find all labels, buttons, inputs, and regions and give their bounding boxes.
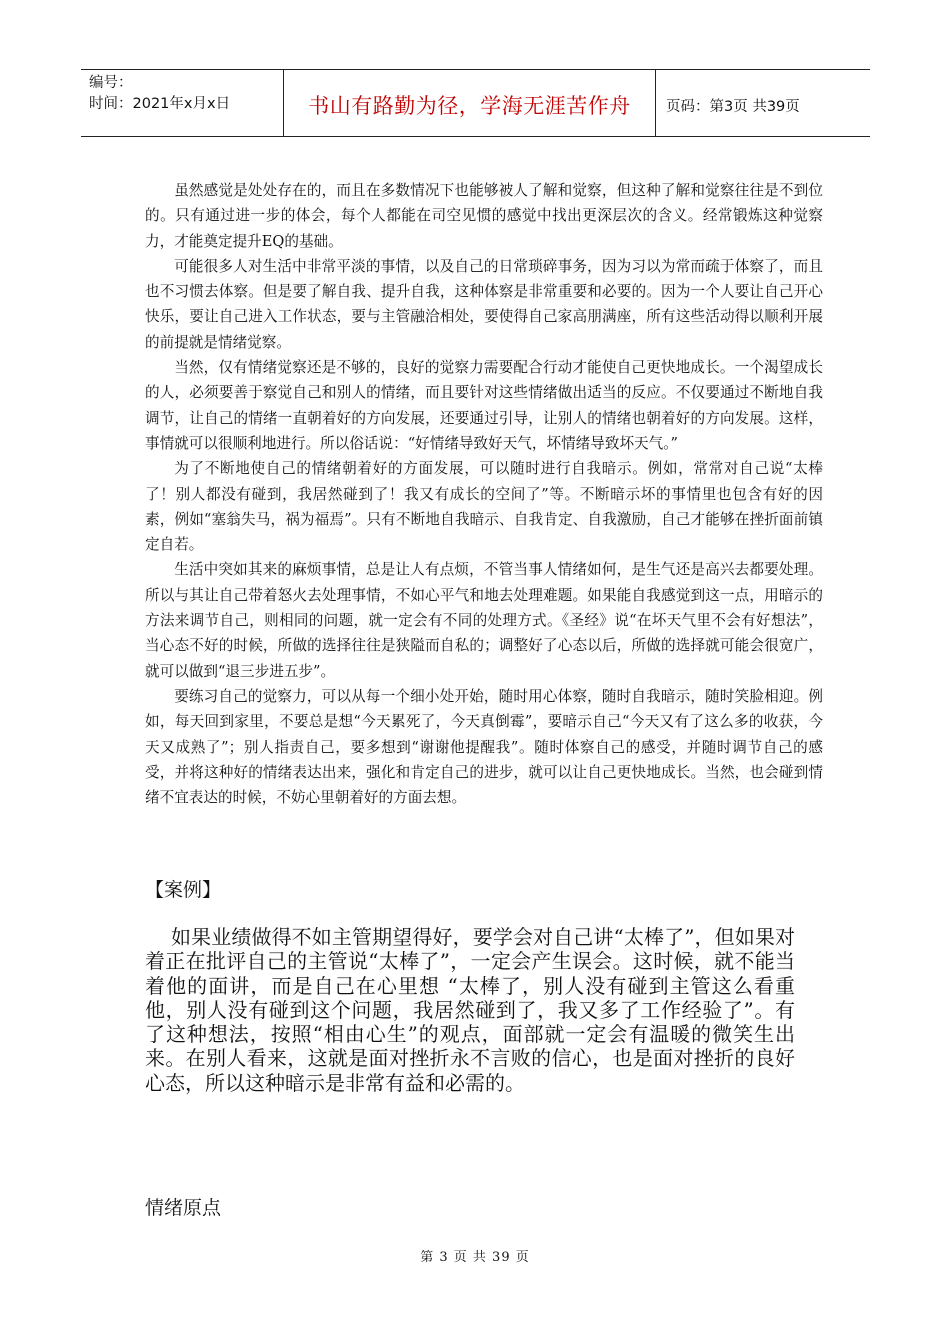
case-text (145, 925, 795, 1095)
body-paragraph: 当然，仅有情绪觉察还是不够的，良好的觉察力需要配合行动才能使自己更快地成长。一个渴望成长的人，必须要善于察觉自己和别人的情绪，而且要针对这些情绪做出适当的反应。不仅要通过不断地自我调节，让自己的情绪一直朝着好的方向发展，还要通过引导，让别人的情绪也朝着好的方向发展。这样，事情就可以很顺利地进行。所以俗话说：“好情绪导致好天气，坏情绪导致坏天气。” (145, 359, 823, 452)
body-text (145, 178, 823, 810)
header-motto: 书山有路勤为径，学海无涯苦作舟 (284, 70, 656, 136)
case-title: 【案例】 (145, 879, 222, 901)
page-header (81, 69, 870, 137)
header-time-label: 时间：2021年x月x日 (89, 96, 231, 112)
header-number-label: 编号： (89, 75, 133, 91)
body-paragraph: 虽然感觉是处处存在的，而且在多数情况下也能够被人了解和觉察，但这种了解和觉察往往是不到位的。只有通过进一步的体会，每个人都能在司空见惯的感觉中找出更深层次的含义。经常锻炼这种觉察力，才能奠定提升EQ的基础。 (145, 182, 823, 250)
body-paragraph: 为了不断地使自己的情绪朝着好的方面发展，可以随时进行自我暗示。例如，常常对自己说“太棒了！别人都没有碰到，我居然碰到了！我又有成长的空间了”等。不断暗示坏的事情里也包含有好的因素，例如“塞翁失马，祸为福焉”。只有不断地自我暗示、自我肯定、自我激励，自己才能够在挫折面前镇定自若。 (145, 460, 823, 554)
body-paragraph: 可能很多人对生活中非常平淡的事情，以及自己的日常琐碎事务，因为习以为常而疏于体察了，而且也不习惯去体察。但是要了解自我、提升自我，这种体察是非常重要和必要的。因为一个人要让自己开心快乐，要让自己进入工作状态，要与主管融洽相处，要使得自己家高朋满座，所有这些活动得以顺利开展的前提就是情绪觉察。 (145, 257, 823, 351)
section-title: 情绪原点 (145, 1197, 222, 1219)
body-paragraph: 生活中突如其来的麻烦事情，总是让人有点烦，不管当事人情绪如何，是生气还是高兴去都要处理。所以与其让自己带着怒火去处理事情，不如心平气和地去处理难题。如果能自我感觉到这一点，用暗示的方法来调节自己，则相同的问题，就一定会有不同的处理方式。《圣经》说“在坏天气里不会有好想法”，当心态不好的时候，所做的选择往往是狭隘而自私的；调整好了心态以后，所做的选择就可能会很宽广，就可以做到“退三步进五步”。 (145, 561, 823, 680)
page-footer: 第 3 页 共 39 页 (420, 1250, 530, 1265)
header-page-info: 页码：第3页 共39页 (666, 98, 800, 115)
body-paragraph: 要练习自己的觉察力，可以从每一个细小处开始，随时用心体察，随时自我暗示，随时笑脸相迎。例如，每天回到家里，不要总是想“今天累死了，今天真倒霉”，要暗示自己“今天又有了这么多的收获，今天又成熟了”；别人指责自己，要多想到“谢谢他提醒我”。随时体察自己的感受，并随时调节自己的感受，并将这种好的情绪表达出来，强化和肯定自己的进步，就可以让自己更快地成长。当然，也会碰到情绪不宜表达的时候，不妨心里朝着好的方面去想。 (145, 687, 823, 807)
case-paragraph: 如果业绩做得不如主管期望得好，要学会对自己讲“太棒了”，但如果对着正在批评自己的主管说“太棒了”，一定会产生误会。这时候，就不能当着他的面讲，而是自己在心里想 “太棒了，别人没有碰到主管这么看重他，别人没有碰到这个问题，我居然碰到了，我又多了工作经验了”。有了这种想法，按照“相由心生”的观点，面部就一定会有温暖的微笑生出来。在别人看来，这就是面对挫折永不言败的信心，也是面对挫折的良好心态，所以这种暗示是非常有益和必需的。 (145, 925, 795, 1095)
header-meta (81, 70, 284, 136)
